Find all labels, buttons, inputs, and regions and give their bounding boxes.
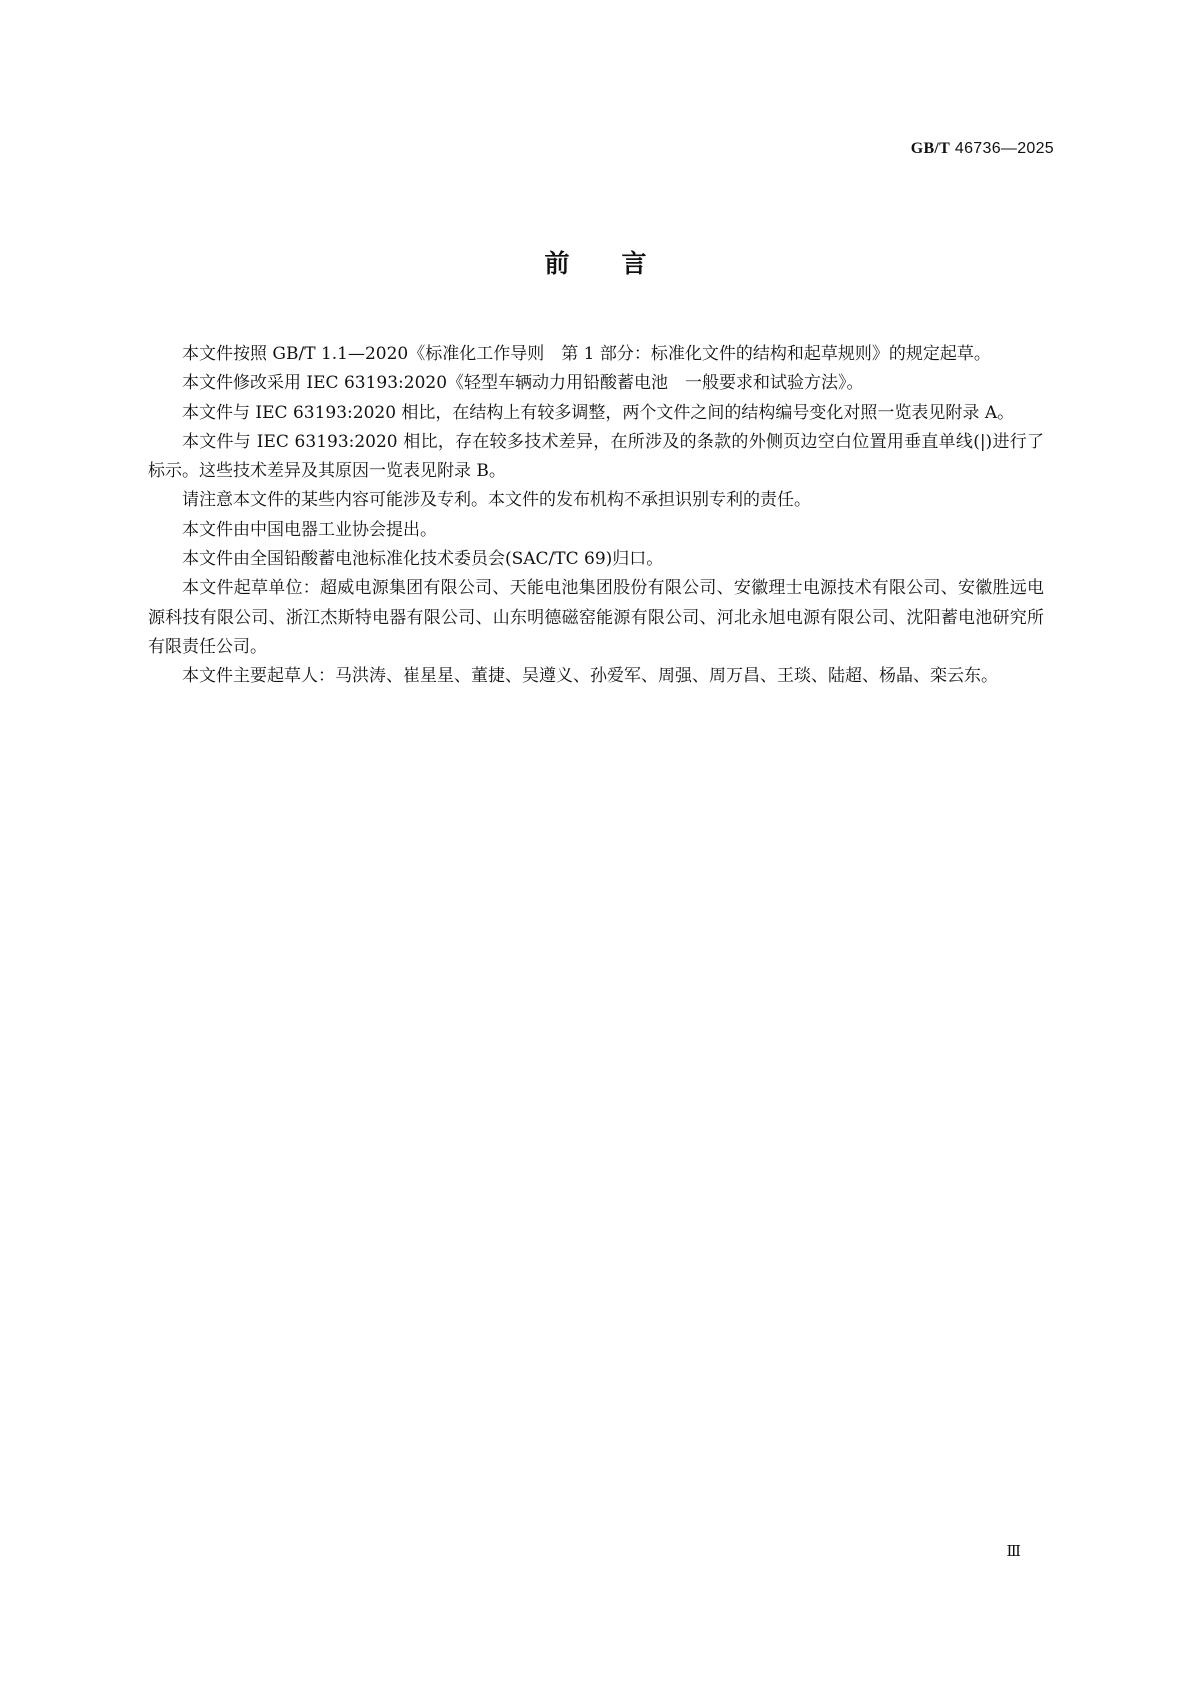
preface-body bbox=[148, 340, 1044, 692]
standard-header bbox=[911, 140, 1054, 158]
page-title: 前言 bbox=[544, 249, 699, 278]
paragraph-adoption: 本文件修改采用 IEC 63193:2020《轻型车辆动力用铅酸蓄电池 一般要求和试验方法》。 bbox=[182, 373, 864, 394]
paragraph-technical-committee: 本文件由全国铅酸蓄电池标准化技术委员会(SAC/TC 69)归口。 bbox=[182, 549, 664, 570]
paragraph-technical-deviations: 本文件与 IEC 63193:2020 相比，存在较多技术差异，在所涉及的条款的外侧页边空白位置用垂直单线(|)进行了标示。这些技术差异及其原因一览表见附录 B。 bbox=[148, 431, 1044, 482]
standard-number: 46736—2025 bbox=[954, 140, 1054, 157]
paragraph-drafting-rules: 本文件按照 GB/T 1.1—2020《标准化工作导则 第 1 部分：标准化文件的结构和起草规则》的规定起草。 bbox=[182, 344, 991, 364]
paragraph-patent-notice: 请注意本文件的某些内容可能涉及专利。本文件的发布机构不承担识别专利的责任。 bbox=[182, 490, 811, 511]
paragraph-structure-changes: 本文件与 IEC 63193:2020 相比，在结构上有较多调整，两个文件之间的结构编号变化对照一览表见附录 A。 bbox=[182, 402, 1015, 423]
page-number: Ⅲ bbox=[1006, 1542, 1021, 1560]
paragraph-drafters: 本文件主要起草人：马洪涛、崔星星、董捷、吴遵义、孙爱军、周强、周万昌、王琰、陆超、杨晶、栾云东。 bbox=[182, 666, 998, 687]
standard-code: GB/T bbox=[910, 140, 951, 157]
paragraph-proposed-by: 本文件由中国电器工业协会提出。 bbox=[182, 519, 437, 540]
paragraph-drafting-units: 本文件起草单位：超威电源集团有限公司、天能电池集团股份有限公司、安徽理士电源技术有限公司、安徽胜远电源科技有限公司、浙江杰斯特电器有限公司、山东明德磁窑能源有限公司、河北永旭电源有限公司、沈阳蓄电池研究所有限责任公司。 bbox=[148, 578, 1044, 657]
